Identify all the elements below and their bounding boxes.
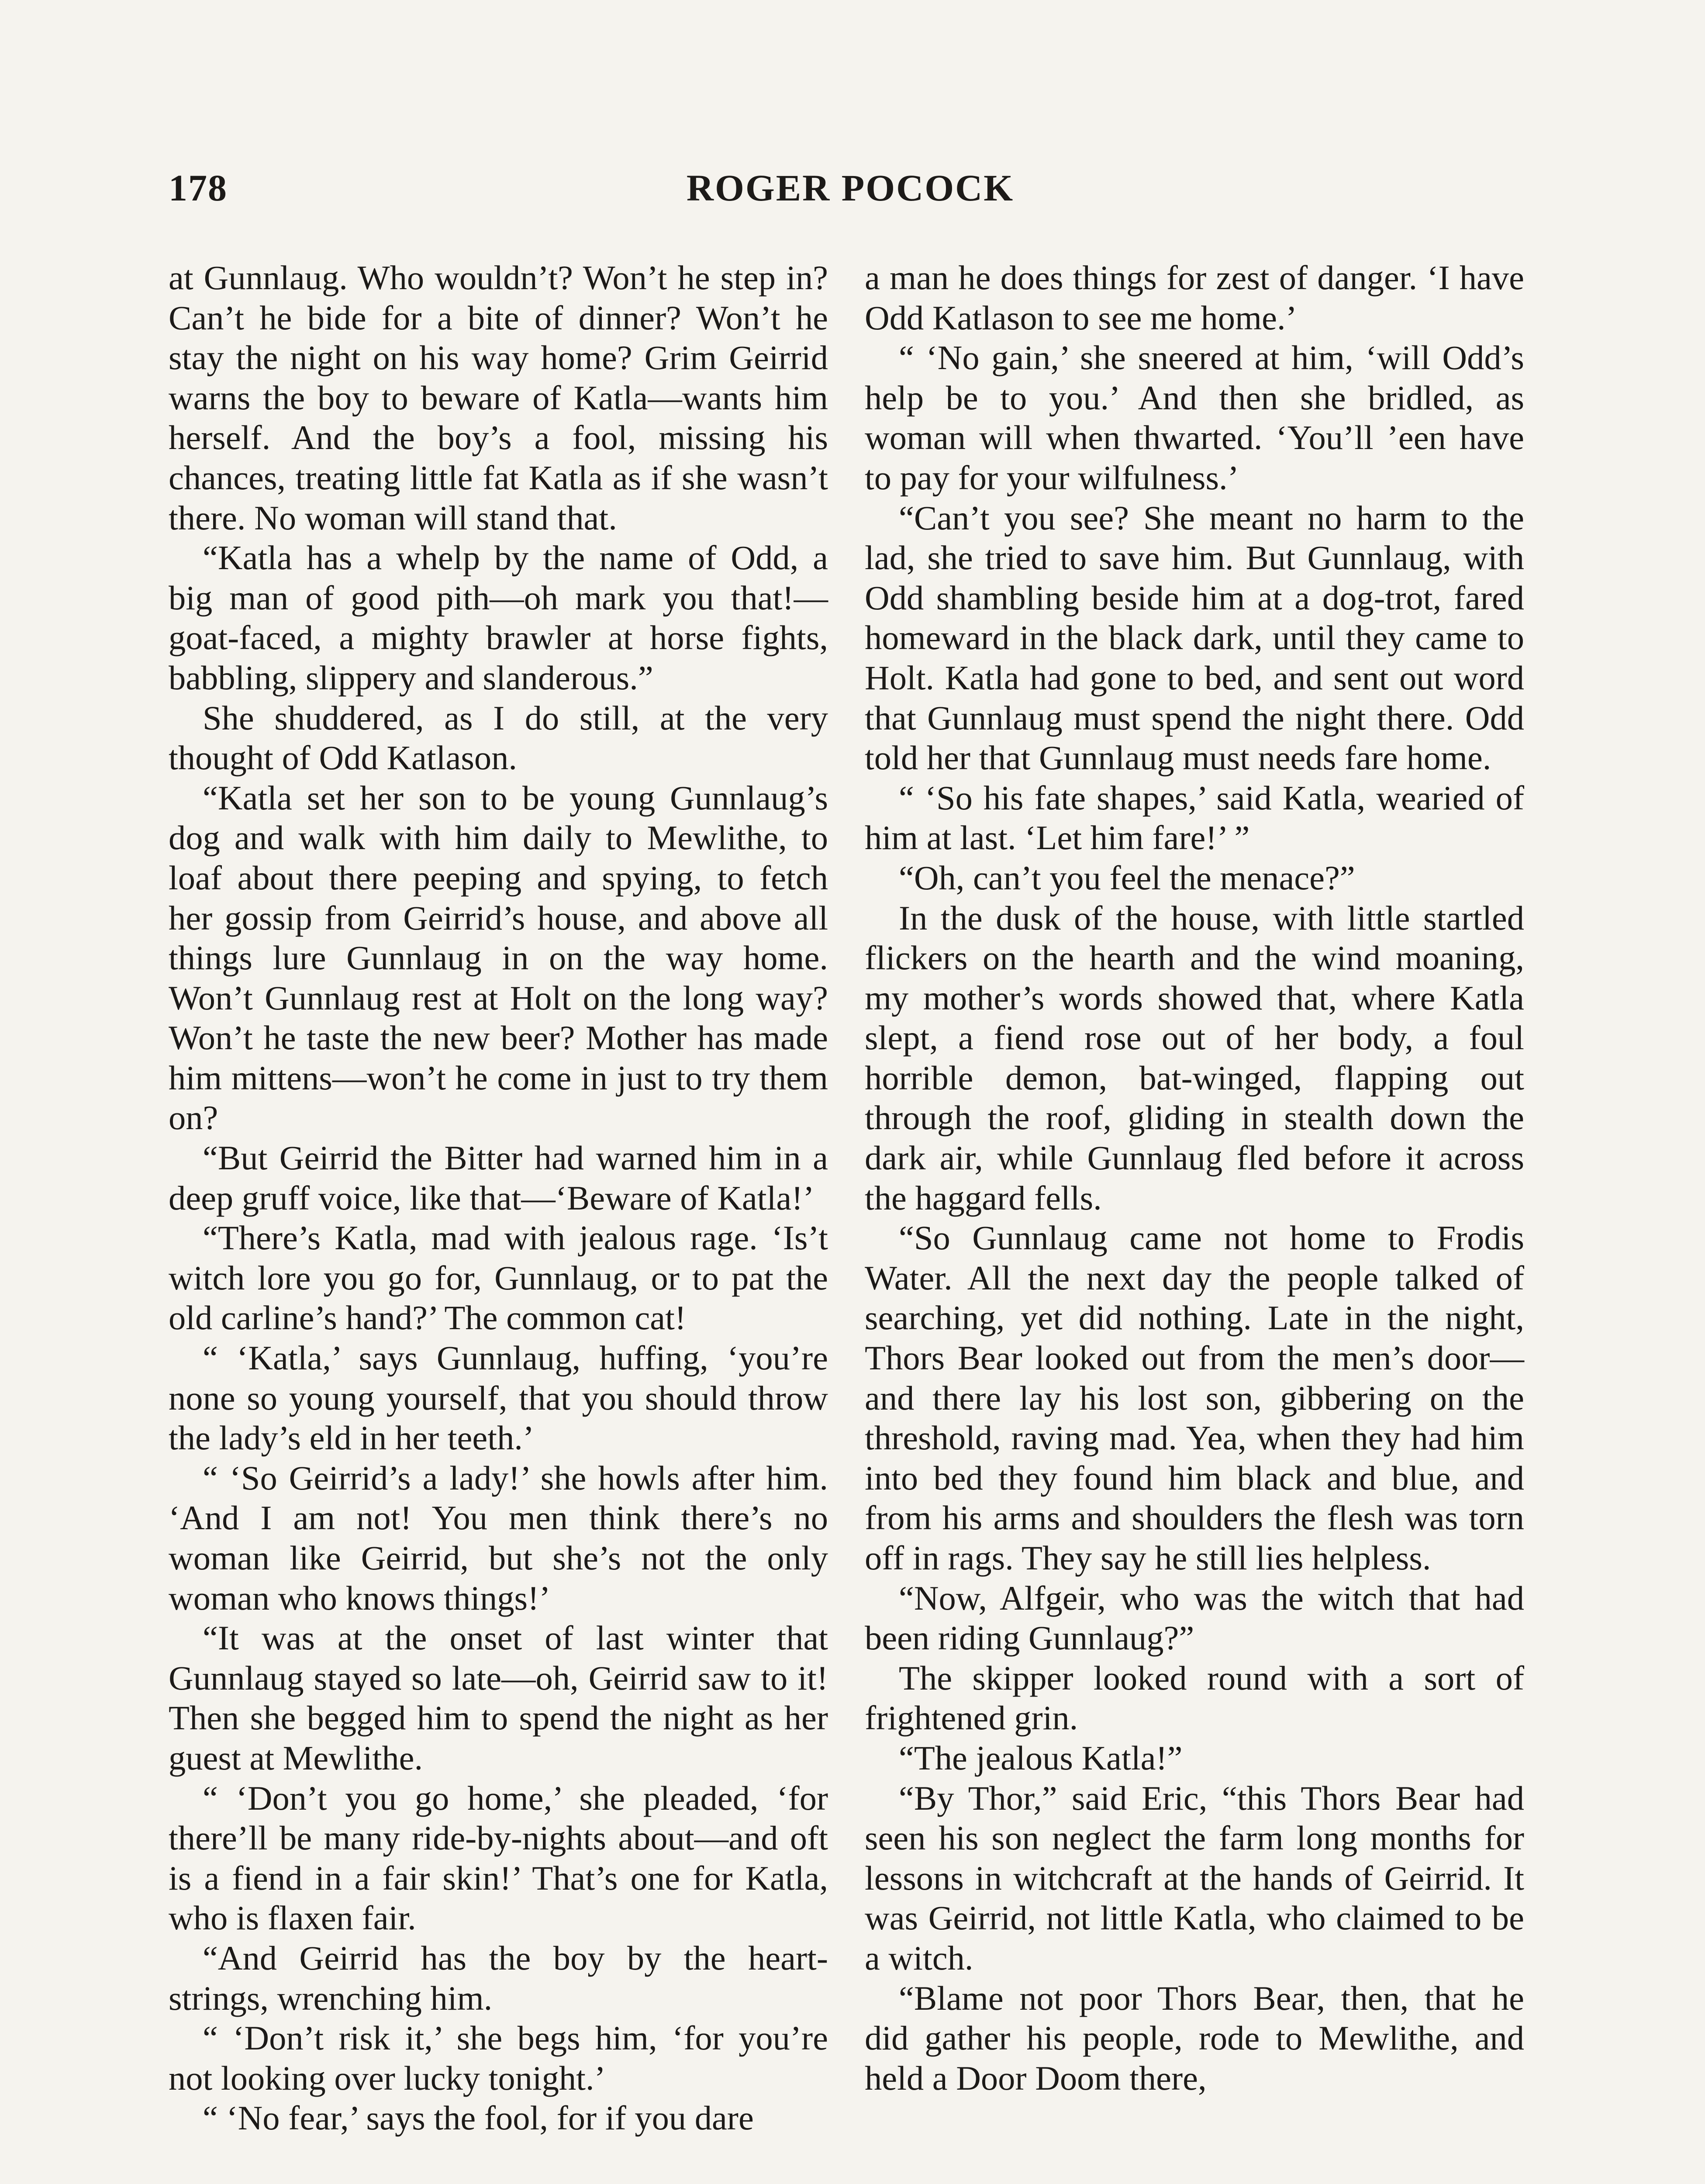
page-header bbox=[169, 166, 1532, 218]
paragraph: “The jealous Katla!” bbox=[899, 1738, 1183, 1777]
paragraph: “But Geirrid the Bitter had warned him in a deep gruff voice, like that—‘Beware of Katla!’ bbox=[169, 1139, 828, 1217]
paragraph: “Now, Alfgeir, who was the witch that had been riding Gunnlaug?” bbox=[865, 1579, 1524, 1657]
paragraph: In the dusk of the house, with little startled flickers on the hearth and the wind moaning, my mother’s words showed that, where Katla slept, a fiend rose out of her body, a foul horrible demon, bat-winged, flapping out through the roof, gliding in stealth down the dark air, while Gunnlaug fled before it across the haggard fells. bbox=[865, 898, 1524, 1217]
paragraph: “ ‘No fear,’ says the fool, for if you dare bbox=[203, 2099, 754, 2137]
page-number: 178 bbox=[169, 167, 228, 209]
paragraph: “Katla has a whelp by the name of Odd, a big man of good pith—oh mark you that!—goat-faced, a mighty brawler at horse fights, babbling, slippery and slanderous.” bbox=[169, 539, 828, 697]
paragraph: The skipper looked round with a sort of frightened grin. bbox=[865, 1659, 1524, 1737]
paragraph: “By Thor,” said Eric, “this Thors Bear had seen his son neglect the farm long months for lessons in witchcraft at the hands of Geirrid. It was Geirrid, not little Katla, who claimed to be a witch. bbox=[865, 1779, 1524, 1977]
paragraph: She shuddered, as I do still, at the very thought of Odd Katlason. bbox=[169, 698, 828, 777]
paragraph: “ ‘Don’t you go home,’ she pleaded, ‘for there’ll be many ride-by-nights about—and oft is a fiend in a fair skin!’ That’s one for Katla, who is flaxen fair. bbox=[169, 1779, 828, 1937]
paragraph: “Can’t you see? She meant no harm to the lad, she tried to save him. But Gunnlaug, with Odd shambling beside him at a dog-trot, fared homeward in the black dark, until they came to Holt. Katla had gone to bed, and sent out word that Gunnlaug must spend the night there. Odd told her that Gunnlaug must needs fare home. bbox=[865, 498, 1524, 777]
paragraph: “ ‘So Geirrid’s a lady!’ she howls after him. ‘And I am not! You men think there’s no woman like Geirrid, but she’s not the only woman who knows things!’ bbox=[169, 1458, 828, 1617]
paragraph: “ ‘So his fate shapes,’ said Katla, wearied of him at last. ‘Let him fare!’ ” bbox=[865, 778, 1524, 857]
paragraph: “And Geirrid has the boy by the heart-strings, wrenching him. bbox=[169, 1939, 828, 2017]
left-text-column bbox=[169, 258, 828, 2138]
running-head: ROGER POCOCK bbox=[686, 167, 1015, 209]
paragraph: “ ‘Katla,’ says Gunnlaug, huffing, ‘you’re none so young yourself, that you should throw the lady’s eld in her teeth.’ bbox=[169, 1339, 828, 1457]
paragraph: “ ‘Don’t risk it,’ she begs him, ‘for you’re not looking over lucky tonight.’ bbox=[169, 2019, 828, 2097]
paragraph: “ ‘No gain,’ she sneered at him, ‘will Odd’s help be to you.’ And then she bridled, as woman will when thwarted. ‘You’ll ’een have to pay for your wilfulness.’ bbox=[865, 339, 1524, 497]
paragraph: “So Gunnlaug came not home to Frodis Water. All the next day the people talked of searching, yet did nothing. Late in the night, Thors Bear looked out from the men’s door—and there lay his lost son, gibbering on the threshold, raving mad. Yea, when they had him into bed they found him black and blue, and from his arms and shoulders the flesh was torn off in rags. They say he still lies helpless. bbox=[865, 1219, 1524, 1577]
paragraph: “There’s Katla, mad with jealous rage. ‘Is’t witch lore you go for, Gunnlaug, or to pat the old carline’s hand?’ The common cat! bbox=[169, 1219, 828, 1337]
paragraph: at Gunnlaug. Who wouldn’t? Won’t he step in? Can’t he bide for a bite of dinner? Won’t he stay the night on his way home? Grim Geirrid warns the boy to beware of Katla—wants him herself. And the boy’s a fool, missing his chances, treating little fat Katla as if she wasn’t there. No woman will stand that. bbox=[169, 259, 828, 537]
paragraph: “Oh, can’t you feel the menace?” bbox=[899, 858, 1355, 897]
paragraph: “Blame not poor Thors Bear, then, that he did gather his people, rode to Mewlithe, and held a Door Doom there, bbox=[865, 1979, 1524, 2097]
paragraph: “It was at the onset of last winter that Gunnlaug stayed so late—oh, Geirrid saw to it! Then she begged him to spend the night as her guest at Mewlithe. bbox=[169, 1619, 828, 1777]
paragraph: a man he does things for zest of danger. ‘I have Odd Katlason to see me home.’ bbox=[865, 259, 1524, 337]
right-text-column bbox=[865, 258, 1524, 2098]
paragraph: “Katla set her son to be young Gunnlaug’s dog and walk with him daily to Mewlithe, to loaf about there peeping and spying, to fetch her gossip from Geirrid’s house, and above all things lure Gunnlaug in on the way home. Won’t Gunnlaug rest at Holt on the long way? Won’t he taste the new beer? Mother has made him mittens—won’t he come in just to try them on? bbox=[169, 778, 828, 1137]
